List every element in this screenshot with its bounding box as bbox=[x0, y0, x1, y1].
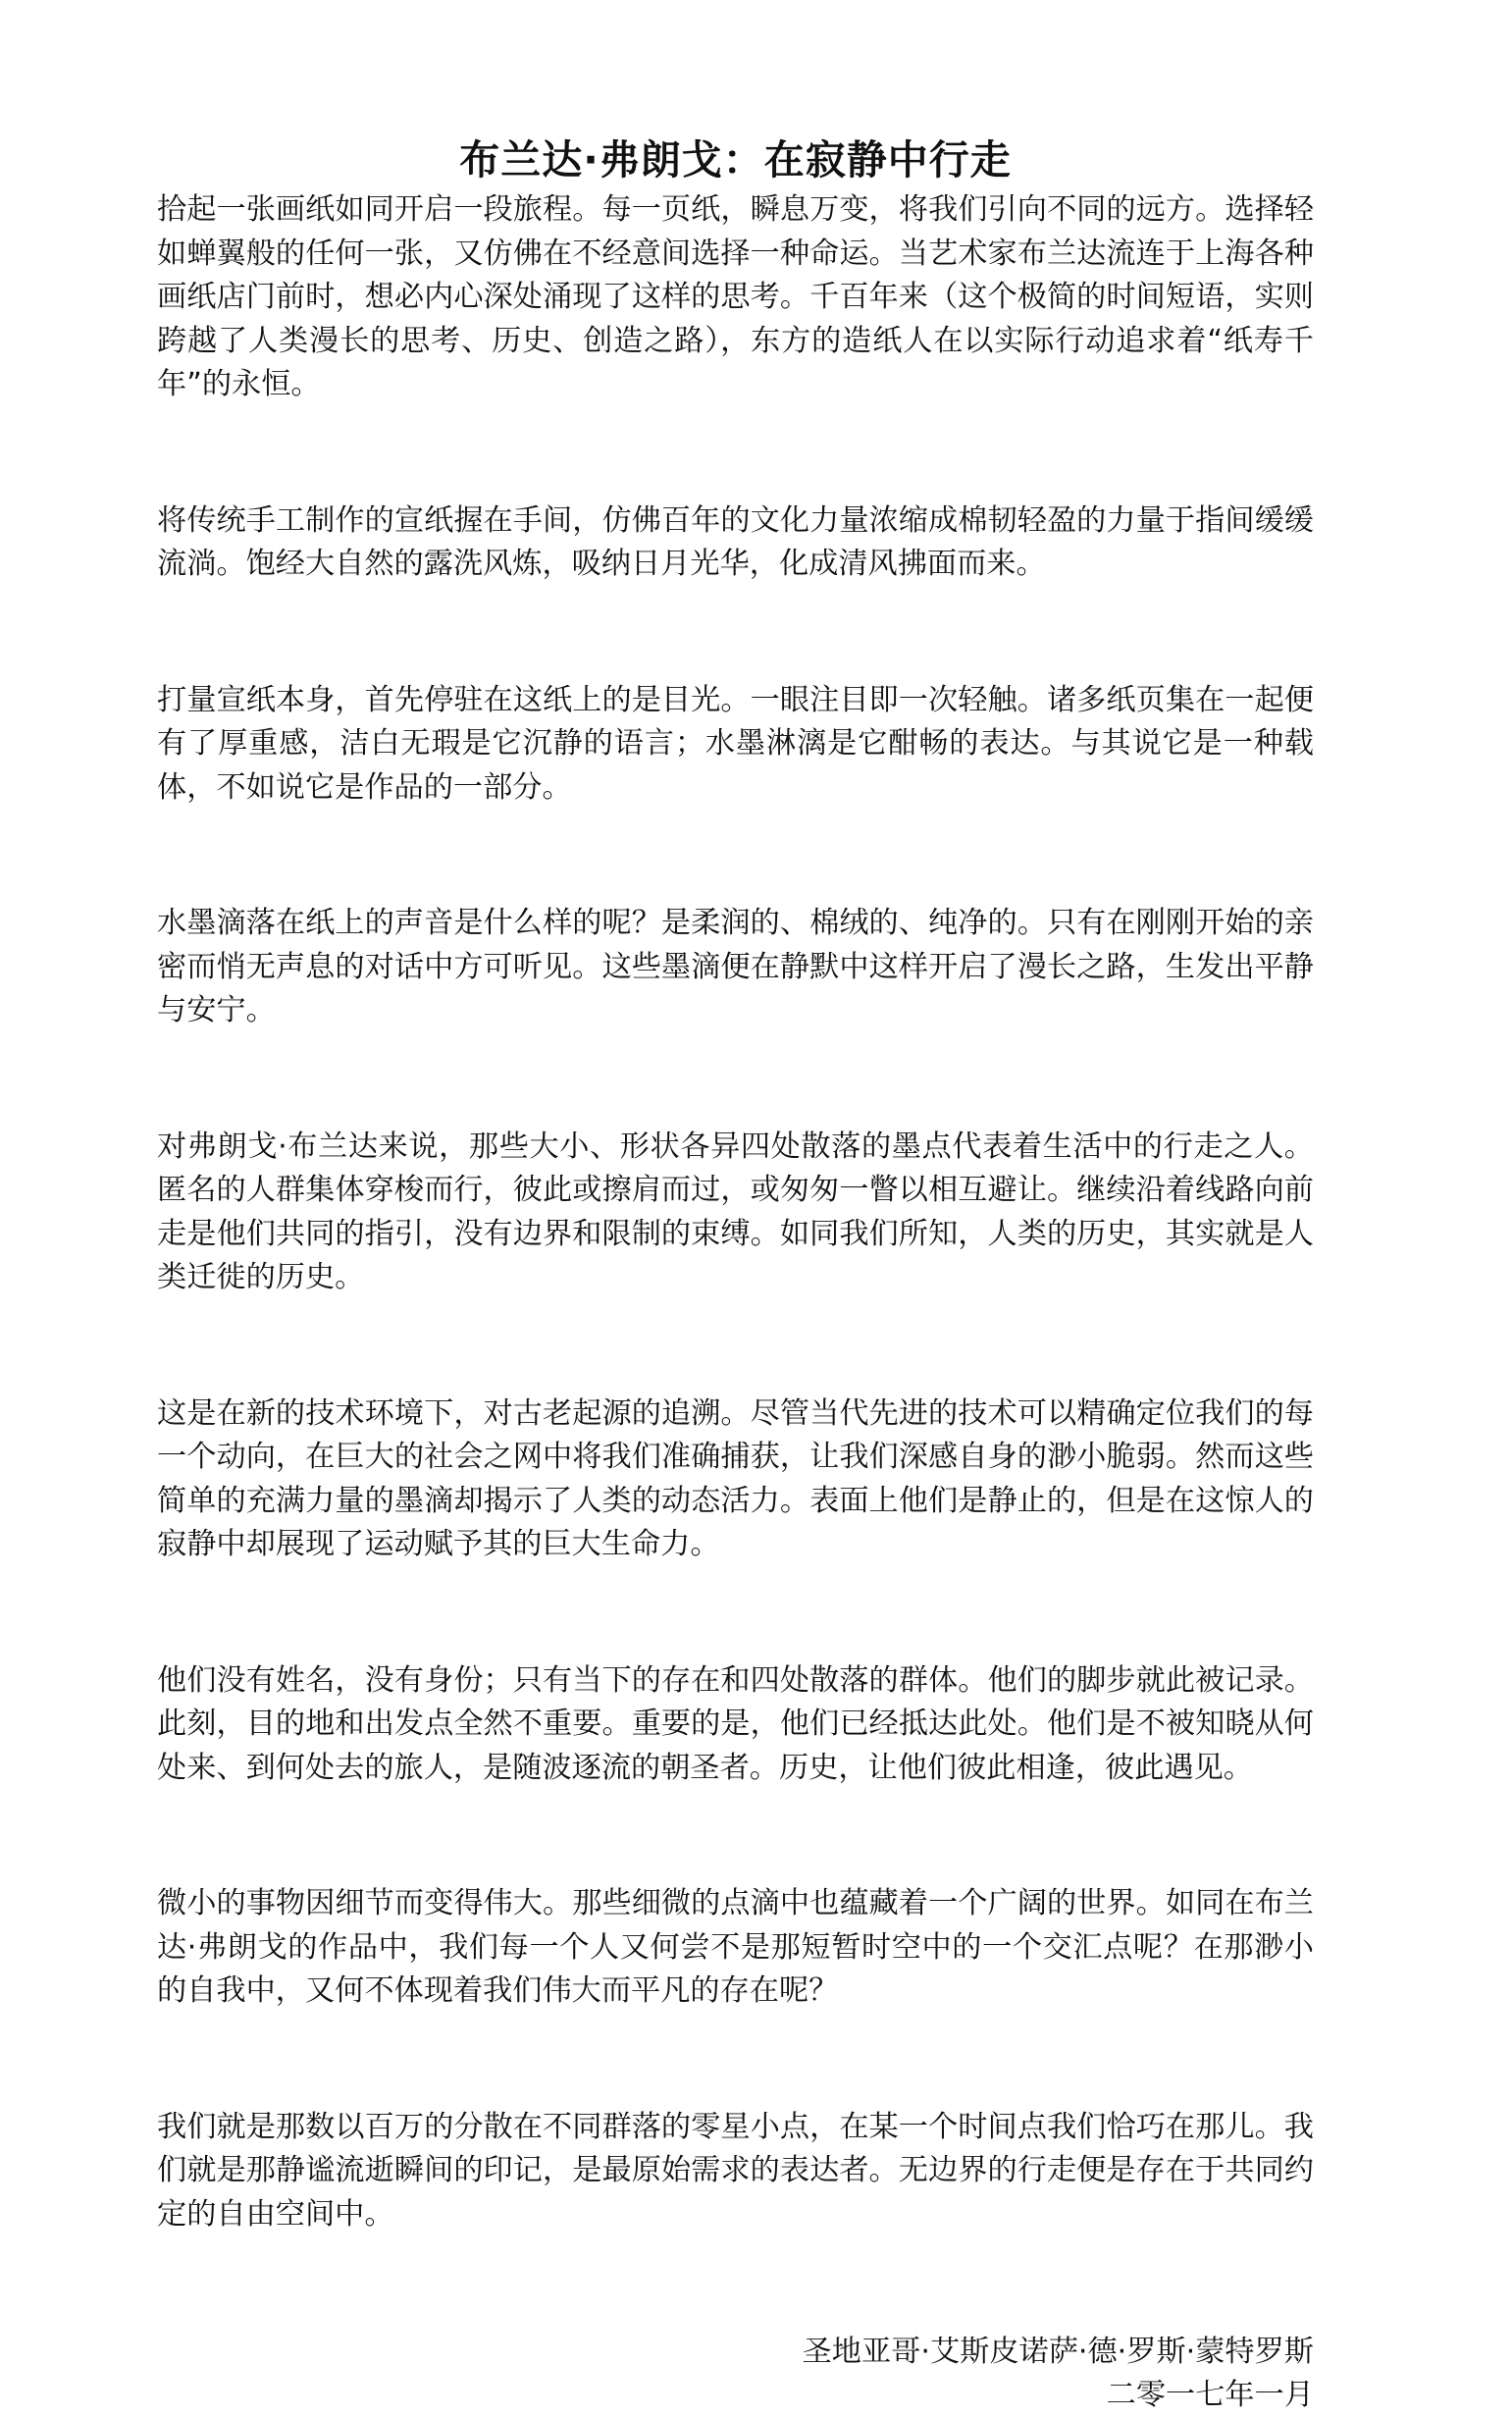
paragraph-2: 将传统手工制作的宣纸握在手间，仿佛百年的文化力量浓缩成棉韧轻盈的力量于指间缓缓流淌。饱经大自然的露洗风炼，吸纳日月光华，化成清风拂面而来。 bbox=[157, 502, 1314, 581]
paragraph-4: 水墨滴落在纸上的声音是什么样的呢？是柔润的、棉绒的、纯净的。只有在刚刚开始的亲密而悄无声息的对话中方可听见。这些墨滴便在静默中这样开启了漫长之路，生发出平静与安宁。 bbox=[157, 906, 1314, 1027]
document-date: 二零一七年一月 bbox=[1106, 2378, 1314, 2412]
paragraph-7: 他们没有姓名，没有身份；只有当下的存在和四处散落的群体。他们的脚步就此被记录。此刻，目的地和出发点全然不重要。重要的是，他们已经抵达此处。他们是不被知晓从何处来、到何处去的旅人，是随波逐流的朝圣者。历史，让他们彼此相逢，彼此遇见。 bbox=[157, 1662, 1314, 1785]
signature-block bbox=[157, 2331, 1314, 2417]
paragraph-1: 拾起一张画纸如同开启一段旅程。每一页纸，瞬息万变，将我们引向不同的远方。选择轻如蝉翼般的任何一张，又仿佛在不经意间选择一种命运。当艺术家布兰达流连于上海各种画纸店门前时，想必内心深处涌现了这样的思考。千百年来（这个极简的时间短语，实则跨越了人类漫长的思考、历史、创造之路），东方的造纸人在以实际行动追求着“纸寿千年”的永恒。 bbox=[157, 192, 1314, 401]
paragraph-5: 对弗朗戈·布兰达来说，那些大小、形状各异四处散落的墨点代表着生活中的行走之人。匿名的人群集体穿梭而行，彼此或擦肩而过，或匆匆一瞥以相互避让。继续沿着线路向前走是他们共同的指引，没有边界和限制的束缚。如同我们所知，人类的历史，其实就是人类迁徙的历史。 bbox=[157, 1129, 1314, 1294]
paragraph-6: 这是在新的技术环境下，对古老起源的追溯。尽管当代先进的技术可以精确定位我们的每一个动向，在巨大的社会之网中将我们准确捕获，让我们深感自身的渺小脆弱。然而这些简单的充满力量的墨滴却揭示了人类的动态活力。表面上他们是静止的，但是在这惊人的寂静中却展现了运动赋予其的巨大生命力。 bbox=[157, 1395, 1314, 1561]
paragraph-3: 打量宣纸本身，首先停驻在这纸上的是目光。一眼注目即一次轻触。诸多纸页集在一起便有了厚重感，洁白无瑕是它沉静的语言；水墨淋漓是它酣畅的表达。与其说它是一种载体，不如说它是作品的一部分。 bbox=[157, 682, 1314, 805]
document-title: 布兰达·弗朗戈：在寂静中行走 bbox=[459, 136, 1012, 184]
author-name: 圣地亚哥·艾斯皮诺萨·德·罗斯·蒙特罗斯 bbox=[802, 2335, 1314, 2369]
paragraph-9: 我们就是那数以百万的分散在不同群落的零星小点，在某一个时间点我们恰巧在那儿。我们就是那静谧流逝瞬间的印记，是最原始需求的表达者。无边界的行走便是存在于共同约定的自由空间中。 bbox=[157, 2109, 1314, 2232]
paragraph-8: 微小的事物因细节而变得伟大。那些细微的点滴中也蕴藏着一个广阔的世界。如同在布兰达·弗朗戈的作品中，我们每一个人又何尝不是那短暂时空中的一个交汇点呢？在那渺小的自我中，又何不体现着我们伟大而平凡的存在呢？ bbox=[157, 1886, 1314, 2008]
